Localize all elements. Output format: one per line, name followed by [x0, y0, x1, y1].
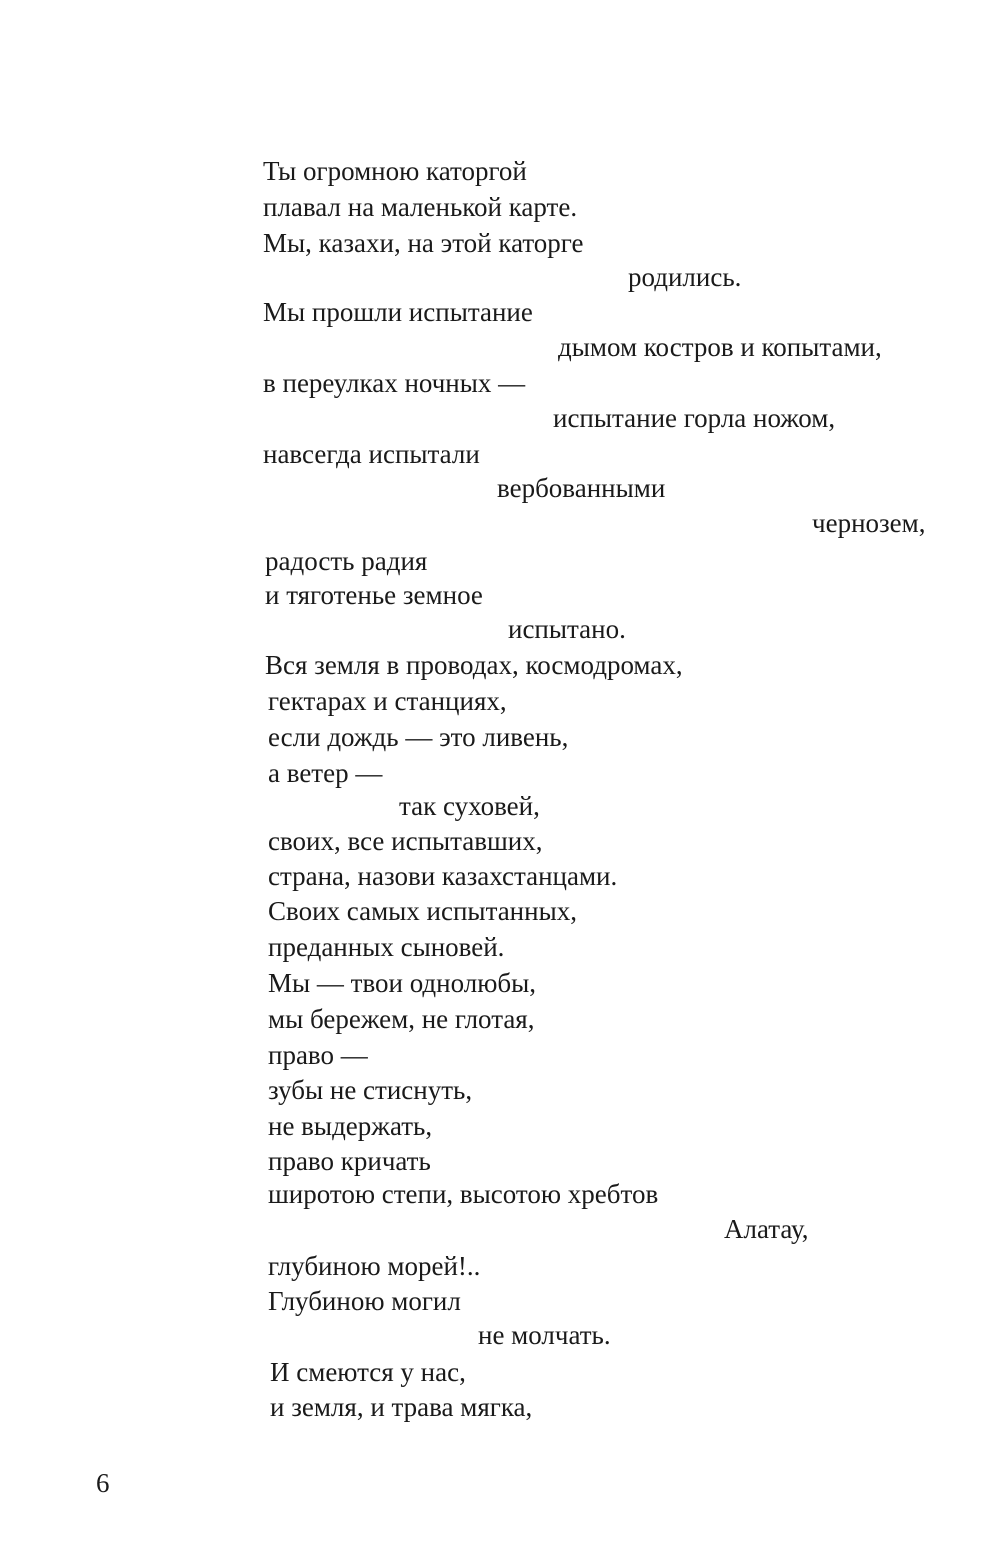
poem-line: плавал на маленькой карте.: [263, 192, 578, 222]
poem-line: дымом костров и копытами,: [558, 332, 882, 362]
poem-line: и земля, и трава мягка,: [270, 1392, 533, 1422]
poem-line: вербованными: [497, 473, 666, 503]
poem-line: мы бережем, не глотая,: [268, 1004, 535, 1034]
poem-line: испытано.: [508, 614, 626, 644]
poem-line: И смеются у нас,: [270, 1357, 466, 1387]
page-number: 6: [96, 1468, 110, 1498]
poem-line: радость радия: [265, 546, 428, 576]
poem-line: и тяготенье земное: [265, 580, 483, 610]
poem-line: Алатау,: [724, 1214, 809, 1244]
poem-line: а ветер —: [268, 758, 383, 788]
poem-line: гектарах и станциях,: [268, 686, 507, 716]
poem-line: чернозем,: [812, 508, 926, 538]
poem-line: право кричать: [268, 1146, 431, 1176]
poem-line: так суховей,: [399, 791, 540, 821]
poem-line: Мы, казахи, на этой каторге: [263, 228, 584, 258]
poem-line: Вся земля в проводах, космодромах,: [265, 650, 683, 680]
poem-line: навсегда испытали: [263, 439, 480, 469]
poem-line: глубиною морей!..: [268, 1251, 481, 1281]
poem-line: своих, все испытавших,: [268, 826, 543, 856]
poem-line: широтою степи, высотою хребтов: [268, 1179, 659, 1209]
poem-line: не выдержать,: [268, 1111, 433, 1141]
poem-line: родились.: [628, 262, 742, 292]
poem-line: в переулках ночных —: [263, 368, 526, 398]
poem-line: Мы прошли испытание: [263, 297, 533, 327]
poem-line: если дождь — это ливень,: [268, 722, 569, 752]
poem-line: Ты огромною каторгой: [263, 156, 527, 186]
poem-line: право —: [268, 1040, 368, 1070]
poem-line: зубы не стиснуть,: [268, 1075, 473, 1105]
poem-line: испытание горла ножом,: [553, 403, 836, 433]
poem-line: Глубиною могил: [268, 1286, 461, 1316]
poem-line: не молчать.: [478, 1320, 611, 1350]
poem-line: страна, назови казахстанцами.: [268, 861, 618, 891]
poem-line: Своих самых испытанных,: [268, 896, 577, 926]
poem-line: преданных сыновей.: [268, 932, 505, 962]
poem-line: Мы — твои однолюбы,: [268, 968, 537, 998]
